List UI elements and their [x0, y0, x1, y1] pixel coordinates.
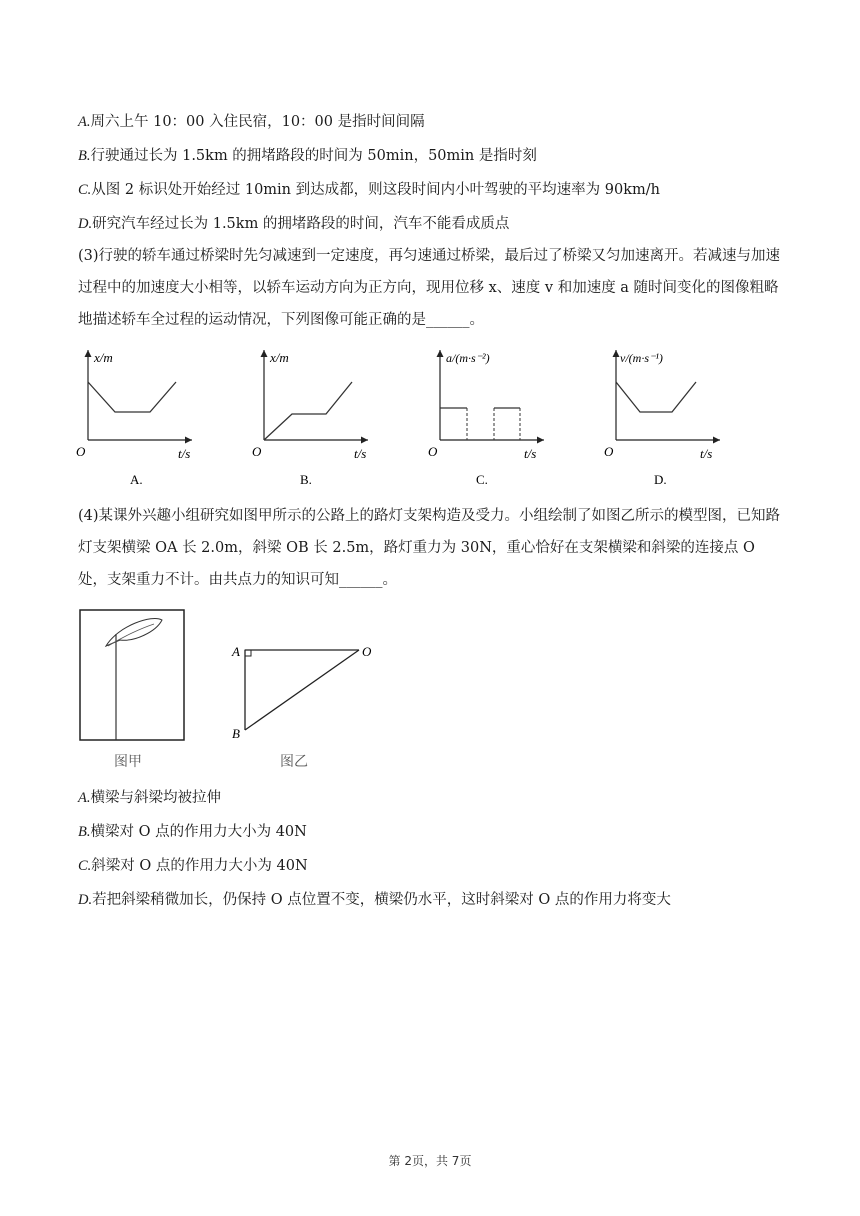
q4-option-b: B.横梁对 O 点的作用力大小为 40N	[78, 824, 307, 840]
fig-yi-caption: 图乙	[280, 755, 308, 770]
q4-option-d: D.若把斜梁稍微加长，仍保持 O 点位置不变，横梁仍水平，这时斜梁对 O 点的作用力将变大	[78, 892, 671, 908]
fig-jia-caption: 图甲	[114, 755, 142, 770]
fig-yi-point-o: O	[362, 644, 372, 659]
graph-b	[252, 350, 368, 487]
graph-a-caption: A.	[130, 472, 143, 487]
fig-jia	[80, 610, 184, 770]
graph-d-curve	[616, 382, 696, 412]
graph-a-curve	[88, 382, 176, 412]
graph-b-xlabel: t/s	[354, 446, 367, 461]
graph-d	[604, 350, 720, 487]
fig-yi	[231, 644, 372, 770]
graph-c-ylabel: a/(m·s⁻²)	[446, 351, 490, 365]
q2-option-a: A.周六上午 10：00 入住民宿，10：00 是指时间间隔	[78, 114, 425, 130]
fig-yi-point-b: B	[232, 726, 240, 741]
graph-a-ylabel: x/m	[94, 350, 113, 365]
q3-graphs	[70, 342, 790, 492]
fig-yi-point-a: A	[232, 644, 240, 659]
q4-option-c: C.斜梁对 O 点的作用力大小为 40N	[78, 858, 308, 874]
q2-option-b: B.行驶通过长为 1.5km 的拥堵路段的时间为 50min，50min 是指时刻	[78, 148, 537, 164]
graph-a	[76, 350, 192, 487]
graph-c-origin: O	[428, 444, 438, 459]
graph-d-ylabel: v/(m·s⁻¹)	[620, 351, 663, 365]
graph-b-curve	[264, 382, 352, 440]
graph-d-origin: O	[604, 444, 614, 459]
q4-figures	[74, 606, 394, 776]
graph-c	[428, 350, 544, 487]
q2-option-c: C.从图 2 标识处开始经过 10min 到达成都，则这段时间内小叶驾驶的平均速率为 90km/h	[78, 182, 660, 198]
graph-d-caption: D.	[654, 472, 667, 487]
graph-b-origin: O	[252, 444, 262, 459]
graph-b-ylabel: x/m	[270, 350, 289, 365]
page-footer: 第 2页，共 7页	[388, 1154, 472, 1168]
graph-d-xlabel: t/s	[700, 446, 713, 461]
graph-b-caption: B.	[300, 472, 312, 487]
q4-option-a: A.横梁与斜梁均被拉伸	[78, 790, 221, 806]
graph-c-caption: C.	[476, 472, 488, 487]
q3-stem: (3)行驶的轿车通过桥梁时先匀减速到一定速度，再匀速通过桥梁，最后过了桥梁又匀加速离开。若减速与加速过程中的加速度大小相等，以轿车运动方向为正方向，现用位移 x、速度 v 和加速度 a 随时间变化的图像粗略地描述轿车全过程的运动情况，下列图像可能正确的是______。	[78, 248, 781, 328]
q4-stem: (4)某课外兴趣小组研究如图甲所示的公路上的路灯支架构造及受力。小组绘制了如图乙所示的模型图，已知路灯支架横梁 OA 长 2.0m，斜梁 OB 长 2.5m，路灯重力为 30N，重心恰好在支架横梁和斜梁的连接点 O 处，支架重力不计。由共点力的知识可知______。	[78, 508, 781, 588]
graph-c-xlabel: t/s	[524, 446, 537, 461]
graph-a-xlabel: t/s	[178, 446, 191, 461]
q2-option-d: D.研究汽车经过长为 1.5km 的拥堵路段的时间，汽车不能看成质点	[78, 216, 510, 232]
graph-a-origin: O	[76, 444, 86, 459]
